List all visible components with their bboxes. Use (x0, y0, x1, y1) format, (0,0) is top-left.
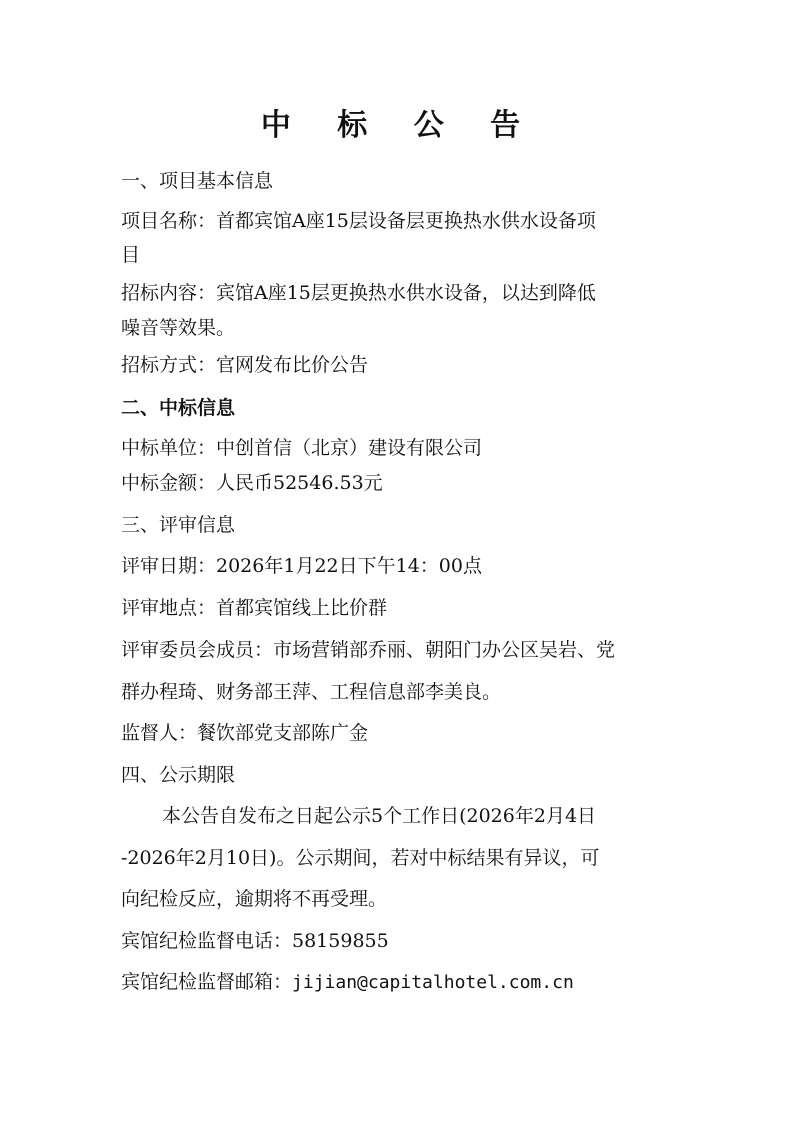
tender-method: 招标方式：官网发布比价公告 (121, 354, 369, 376)
publicity-paragraph-line-1: 本公告自发布之日起公示5个工作日(2026年2月4日 (162, 805, 597, 827)
supervision-email-row (121, 970, 676, 995)
tender-content-line-2: 噪音等效果。 (121, 317, 236, 339)
review-place: 评审地点：首都宾馆线上比价群 (121, 597, 388, 619)
committee-line-2: 群办程琦、财务部王萍、工程信息部李美良。 (121, 681, 502, 703)
page-title: 中 标 公 告 (260, 108, 539, 143)
supervisor: 监督人：餐饮部党支部陈广金 (121, 722, 369, 744)
section-heading-winning-info: 二、中标信息 (121, 397, 236, 419)
supervision-email-address: jijian@capitalhotel.com.cn (292, 972, 574, 993)
publicity-paragraph-line-2: -2026年2月10日)。公示期间，若对中标结果有异议，可 (121, 847, 600, 869)
section-heading-publicity-period: 四、公示期限 (121, 764, 236, 786)
supervision-email-label: 宾馆纪检监督邮箱： (121, 971, 293, 993)
winning-amount: 中标金额：人民币52546.53元 (121, 472, 383, 494)
committee-line-1: 评审委员会成员：市场营销部乔丽、朝阳门办公区吴岩、党 (121, 639, 616, 661)
supervision-phone: 宾馆纪检监督电话：58159855 (121, 930, 389, 952)
project-name-line-1: 项目名称：首都宾馆A座15层设备层更换热水供水设备项 (121, 210, 596, 232)
section-heading-review-info: 三、评审信息 (121, 514, 236, 536)
project-name-line-2: 目 (121, 244, 141, 266)
publicity-paragraph-line-3: 向纪检反应，逾期将不再受理。 (121, 888, 388, 910)
tender-content-line-1: 招标内容：宾馆A座15层更换热水供水设备，以达到降低 (121, 282, 596, 304)
review-date: 评审日期：2026年1月22日下午14：00点 (121, 555, 482, 577)
winning-company: 中标单位：中创首信（北京）建设有限公司 (121, 437, 483, 459)
section-heading-project-info: 一、项目基本信息 (121, 170, 274, 192)
